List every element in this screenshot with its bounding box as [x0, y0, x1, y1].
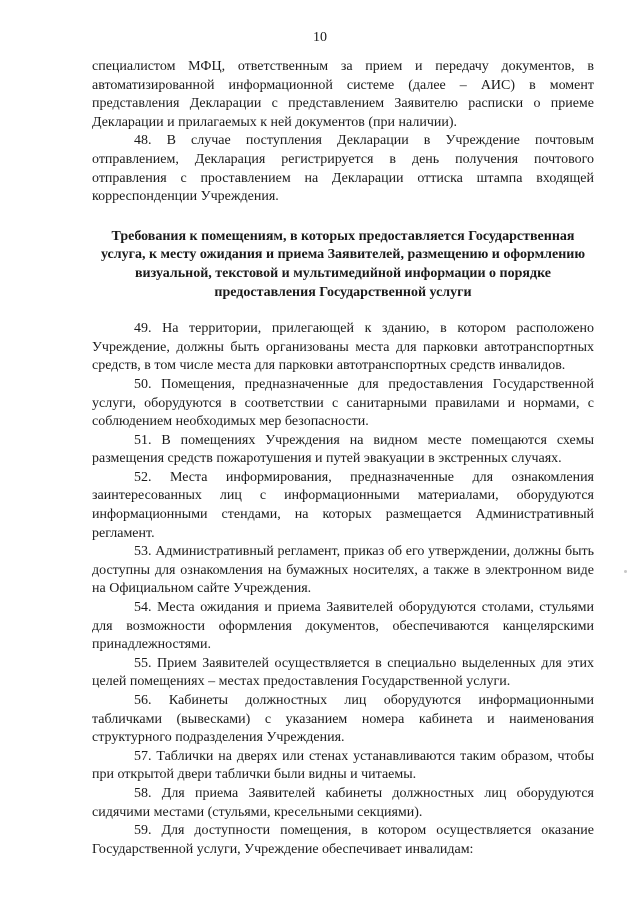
- paragraph-48: 48. В случае поступления Декларации в Учреждение почтовым отправлением, Декларация регистрируется в день получения почтового отправления с проставлением на Декларации оттиска штампа входящей корреспонденции Учреждения.: [92, 133, 594, 205]
- paragraph-54: 54. Места ожидания и приема Заявителей оборудуются столами, стульями для возможности оформления документов, обеспечиваются канцелярскими принадлежностями.: [92, 600, 594, 653]
- paragraph-56: 56. Кабинеты должностных лиц оборудуются информационными табличками (вывесками) с указанием номера кабинета и наименования структурного подразделения Учреждения.: [92, 693, 594, 746]
- paragraph-52: 52. Места информирования, предназначенные для ознакомления заинтересованных лиц с информационными материалами, оборудуются информационными стендами, на которых размещается Административный регламент.: [92, 469, 594, 541]
- paragraph-51: 51. В помещениях Учреждения на видном месте помещаются схемы размещения средств пожаротушения и путей эвакуации в экстренных случаях.: [92, 432, 594, 467]
- paragraph-57: 57. Таблички на дверях или стенах устанавливаются таким образом, чтобы при открытой двери таблички были видны и читаемы.: [92, 748, 594, 783]
- paragraph-continuation: специалистом МФЦ, ответственным за прием и передачу документов, в автоматизированной информационной системе (далее – АИС) в момент представления Декларации с представлением Заявителю расписки о приеме Декларации и прилагаемых к ней документов (при наличии).: [92, 59, 594, 130]
- paragraph-53: 53. Административный регламент, приказ об его утверждении, должны быть доступны для ознакомления на бумажных носителях, а также в электронном виде на Официальном сайте Учреждения.: [92, 544, 594, 597]
- paragraph-49: 49. На территории, прилегающей к зданию, в котором расположено Учреждение, должны быть организованы места для парковки автотранспортных средств, в том числе места для парковки автотранспортных средств инвалидов.: [92, 321, 594, 374]
- document-body: [92, 58, 594, 859]
- page-number: 10: [313, 30, 327, 45]
- paragraph-59: 59. Для доступности помещения, в котором осуществляется оказание Государственной услуги, Учреждение обеспечивает инвалидам:: [92, 823, 594, 857]
- scan-speck: [624, 570, 627, 573]
- section-heading: Требования к помещениям, в которых предоставляется Государственная услуга, к месту ожидания и приема Заявителей, размещению и оформлению визуальной, текстовой и мультимедийной информации о порядке предоставления Государственной услуги: [100, 228, 586, 300]
- paragraph-50: 50. Помещения, предназначенные для предоставления Государственной услуги, оборудуются в соответствии с санитарными правилами и нормами, с соблюдением необходимых мер безопасности.: [92, 376, 594, 430]
- paragraph-58: 58. Для приема Заявителей кабинеты должностных лиц оборудуются сидячими местами (стульями, кресельными секциями).: [92, 785, 594, 820]
- paragraph-55: 55. Прием Заявителей осуществляется в специально выделенных для этих целей помещениях – местах предоставления Государственной услуги.: [92, 655, 594, 690]
